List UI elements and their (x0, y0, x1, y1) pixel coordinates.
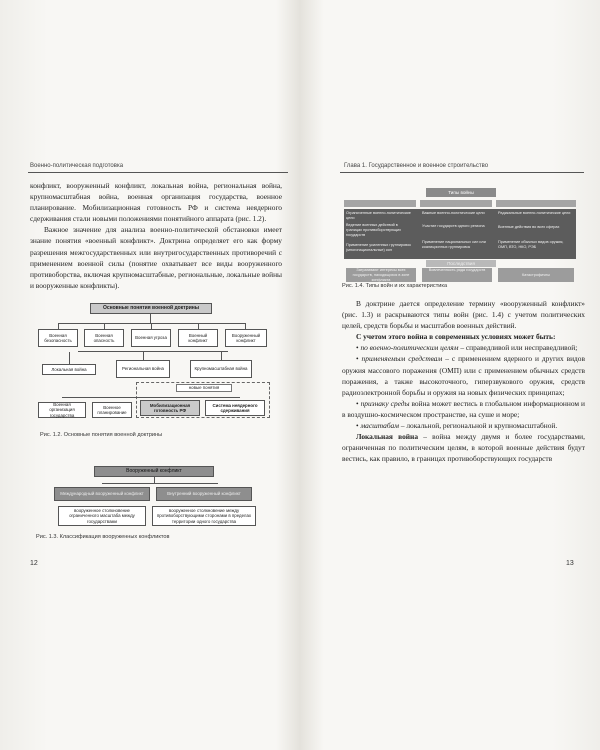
fig12-row1-box: Военная угроза (131, 329, 171, 347)
fig12-connector (62, 397, 240, 398)
fig14-col3-item: Радикальные военно-политические цели (498, 211, 571, 215)
left-page-number: 12 (30, 560, 38, 567)
fig13-description: вооруженное столкновение между противоборствующими сторонами в пределах территории одного государства (152, 506, 256, 526)
right-body (342, 298, 585, 464)
right-running-head: Глава 1. Государственное и военное строительство (344, 163, 489, 169)
fig14-bottom-item: Затрагивают интересы всех государств, находящихся в зоне конфликта (346, 268, 416, 282)
bullet-3-text: война может вестись в глобальном информационном и в воздушно-космическом пространстве, на суше и море; (342, 398, 585, 419)
fig12-row2-box: Локальная война (42, 364, 96, 375)
local-war-term: Локальная война (356, 432, 419, 442)
fig12-row1-box: Военная безопасность (38, 329, 78, 347)
bullet-1-italic: по военно-политическим целям (360, 343, 459, 353)
fig14-col3-item: Применение обычных видов оружия, ОМП, ВТО, НКО, РЭБ (498, 240, 564, 249)
bullet-1-text: – справедливой или несправедливой; (458, 343, 578, 353)
left-paragraph-2: Важное значение для анализа военно-политической обстановки имеет знание понятия «военный конфликт». Доктрина определяет его как форму разрешения межгосударственных или внутригосударственных противоречий с применением военной силы (понятие охватывает все виды вооруженного противоборства, включая крупномасштабные, региональные, локальные войны и вооруженные конфликты). (30, 225, 282, 290)
fig13-caption: Рис. 1.3. Классификация вооруженных конфликтов (36, 534, 170, 540)
fig12-connector (69, 352, 70, 364)
fig12-connector (221, 352, 222, 360)
fig13-top-box: Вооруженный конфликт (94, 466, 214, 477)
right-paragraph-1: В доктрине дается определение термину «вооруженный конфликт» (рис. 1.3) и раскрываются типы войн (рис. 1.4) с учетом политических целей, средств борьбы и масштабов военных действий. (342, 299, 585, 331)
fig13-description: вооруженное столкновение ограниченного масштаба между государствами (58, 506, 146, 526)
fig14-top: Типы войны (426, 188, 496, 197)
fig14-col1-item: Ограниченные военно-политические цели (346, 211, 411, 220)
figure-1-4 (340, 188, 583, 280)
left-header-rule (28, 172, 288, 173)
right-bullet-2: • применяемым средствам – с применением ядерного и других видов оружия массового поражения (ОМП) или с применением обычных средств поражения, а также высокоточного, гиперзвукового оружия, средств радиоэлектронной борьбы и оружия на новых физических принципах; (342, 354, 585, 397)
fig12-caption: Рис. 1.2. Основные понятия военной доктрины (40, 432, 163, 438)
bullet-4-text: – локальной, региональной и крупномасштабной. (398, 421, 558, 431)
fig14-col3-item: Военные действия во всех сферах (498, 225, 560, 229)
fig14-col-head (496, 200, 576, 207)
local-war-definition: – война между двумя и более государствами, ограниченная по политическим целям, в которой военные действия будут вестись, как правило, в границах противоборствующих государств (342, 432, 585, 464)
fig14-bottom-item: Вовлеченность ряда государств (422, 268, 492, 282)
fig12-row3-box: Мобилизационная готовность РФ (140, 400, 200, 416)
fig14-bottom-label: Последствия (426, 260, 496, 267)
bullet-2-text: – с применением ядерного и других видов оружия массового поражения (ОМП) или с применением обычных средств поражения, а также высокоточного, гиперзвукового оружия, средств радиоэлектронной борьбы и оружия на новых физических принципах; (342, 354, 585, 397)
right-paragraph-3 (342, 431, 585, 464)
fig13-connector (102, 483, 218, 484)
fig12-connector (150, 314, 151, 323)
fig12-row1-box: Вооруженный конфликт (225, 329, 267, 347)
fig14-col1-item: Ведение военных действий в границах противоборствующих государств (346, 223, 402, 237)
fig12-top-box: Основные понятия военной доктрины (90, 303, 212, 314)
fig14-col1-item: Применение усиленных группировок (многонациональные) сил (346, 243, 411, 252)
fig14-col-head (344, 200, 416, 207)
fig12-row1-box: Военный конфликт (178, 329, 218, 347)
fig14-col2-item: Участие государств одного региона (422, 224, 485, 228)
right-header-rule (340, 172, 584, 173)
fig12-connector (78, 351, 228, 352)
right-page-number: 13 (566, 560, 574, 567)
fig13-branch: Внутренний вооруженный конфликт (156, 487, 252, 501)
fig12-row3-box: Военное планирование (92, 402, 132, 418)
fig12-new-concepts-label: новые понятия (176, 384, 232, 392)
bullet-3-italic: признаку среды (360, 398, 410, 408)
fig14-caption: Рис. 1.4. Типы войн и их характеристика (342, 283, 448, 289)
fig14-bottom-item: Катастрофичны (498, 268, 574, 282)
right-bullet-1: • по военно-политическим целям – справедливой или несправедливой; (356, 343, 578, 353)
fig12-connector (143, 352, 144, 360)
fig12-row2-box: Крупномасштабная война (190, 360, 252, 378)
fig12-row3-box: Военная организация государства (38, 402, 86, 418)
fig12-row3-box: Система неядерного сдерживания (205, 400, 265, 416)
bullet-2-italic: применяемым средствам (361, 354, 443, 364)
left-running-head: Военно-политическая подготовка (30, 163, 124, 169)
bullet-4-italic: масштабам (360, 421, 399, 431)
right-bullet-3: • признаку среды война может вестись в глобальном информационном и в воздушно-космическом пространстве, на суше и море; (342, 398, 585, 419)
fig14-col2-item: Важные военно-политические цели (422, 211, 485, 215)
fig12-row2-box: Региональная война (116, 360, 170, 378)
fig12-row1-box: Военная опасность (84, 329, 124, 347)
right-paragraph-2: С учетом этого война в современных условиях может быть: (356, 332, 556, 342)
fig14-col2-item: Применение национальных сил или коалиционных группировок (422, 240, 486, 249)
fig14-col-head (420, 200, 492, 207)
fig13-branch: Международный вооруженный конфликт (54, 487, 150, 501)
left-body (30, 180, 282, 291)
right-bullet-4: • масштабам – локальной, региональной и крупномасштабной. (356, 421, 558, 431)
left-paragraph-1: конфликт, вооруженный конфликт, локальная война, региональная война, крупномасштабная война, военная организация государства, военное планирование. Мобилизационная готовность РФ и система неядерного сдерживания стали новыми положениями понятийного аппарата (рис. 1.2). (30, 181, 282, 224)
